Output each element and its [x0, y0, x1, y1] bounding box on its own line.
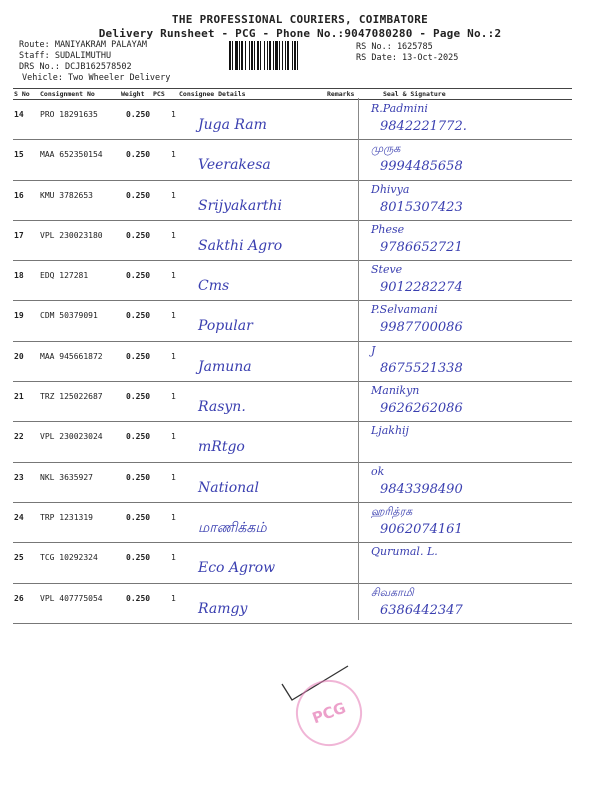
- stamp-text: PCG: [309, 698, 349, 728]
- table-row: [13, 181, 572, 221]
- row-consignment: EDQ 127281: [40, 271, 89, 281]
- handwritten-consignee: மாணிக்கம்: [198, 519, 267, 536]
- handwritten-phone: 9062074161: [380, 521, 463, 537]
- row-consignment: TRZ 125022687: [40, 392, 103, 402]
- row-weight: 0.250: [126, 593, 151, 603]
- table-row: [13, 301, 572, 341]
- table-row: [13, 382, 572, 422]
- row-pcs: 1: [171, 392, 176, 402]
- table-row: [13, 221, 572, 261]
- row-sno: 18: [14, 271, 24, 281]
- row-pcs: 1: [171, 311, 176, 321]
- barcode: [229, 41, 351, 70]
- company-title: THE PROFESSIONAL COURIERS, COIMBATORE: [171, 13, 429, 26]
- row-pcs: 1: [171, 190, 176, 200]
- barcode-bar: [298, 41, 300, 70]
- row-consignment: NKL 3635927: [40, 472, 93, 482]
- row-consignment: VPL 230023024: [40, 432, 103, 442]
- handwritten-signature: Ljakhij: [371, 424, 409, 438]
- handwritten-consignee: Ramgy: [198, 600, 248, 617]
- row-weight: 0.250: [126, 553, 151, 563]
- handwritten-phone: 8675521338: [380, 360, 463, 376]
- row-sno: 26: [14, 593, 24, 603]
- col-remarks: Remarks: [327, 90, 355, 98]
- handwritten-phone: 9626262086: [380, 401, 463, 417]
- row-weight: 0.250: [126, 150, 151, 160]
- table-header: [13, 88, 572, 100]
- route-line: Route: MANIYAKRAM PALAYAM: [19, 40, 147, 50]
- vehicle-line: Vehicle: Two Wheeler Delivery: [22, 73, 171, 83]
- handwritten-phone: 8015307423: [380, 199, 463, 215]
- row-consignment: VPL 407775054: [40, 593, 103, 603]
- row-pcs: 1: [171, 150, 176, 160]
- handwritten-phone: 6386442347: [380, 602, 463, 618]
- row-consignment: MAA 652350154: [40, 150, 103, 160]
- row-sno: 22: [14, 432, 24, 442]
- row-sno: 21: [14, 392, 24, 402]
- handwritten-consignee: Jamuna: [198, 358, 252, 375]
- row-pcs: 1: [171, 351, 176, 361]
- handwritten-consignee: National: [198, 479, 259, 496]
- row-sno: 19: [14, 311, 24, 321]
- handwritten-phone: 9012282274: [380, 280, 463, 296]
- row-consignment: TRP 1231319: [40, 512, 93, 522]
- handwritten-consignee: Veerakesa: [198, 157, 271, 174]
- handwritten-signature: Phese: [371, 222, 405, 236]
- row-consignment: CDM 50379091: [40, 311, 98, 321]
- handwritten-signature: P.Selvamani: [371, 303, 438, 317]
- handwritten-phone: 9843398490: [380, 481, 463, 497]
- table-row: [13, 584, 572, 624]
- handwritten-consignee: Popular: [198, 318, 253, 335]
- handwritten-consignee: Srijyakarthi: [198, 197, 282, 214]
- handwritten-phone: 9987700086: [380, 320, 463, 336]
- row-consignment: PRO 18291635: [40, 110, 98, 119]
- table-row: [13, 342, 572, 382]
- handwritten-signature: ok: [371, 464, 385, 478]
- row-sno: 24: [14, 512, 24, 522]
- row-sno: 16: [14, 190, 24, 200]
- table-row: [13, 100, 572, 140]
- handwritten-consignee: mRtgo: [198, 439, 245, 456]
- col-pcs: PCS: [153, 90, 165, 98]
- row-weight: 0.250: [126, 311, 151, 321]
- handwritten-phone: 9842221772.: [380, 119, 467, 134]
- row-pcs: 1: [171, 553, 176, 563]
- handwritten-consignee: Sakthi Agro: [198, 237, 283, 254]
- row-consignment: KMU 3782653: [40, 190, 93, 200]
- row-weight: 0.250: [126, 110, 151, 119]
- rs-date-line: RS Date: 13-Oct-2025: [356, 53, 459, 63]
- drs-line: DRS No.: DCJB162578502: [19, 62, 132, 72]
- handwritten-signature: முருக: [371, 142, 401, 156]
- table-row: [13, 422, 572, 462]
- row-weight: 0.250: [126, 392, 151, 402]
- col-sno: S No: [14, 90, 30, 98]
- runsheet-subtitle: Delivery Runsheet - PCG - Phone No.:9047080280 - Page No.:2: [98, 27, 502, 40]
- handwritten-signature: Dhivya: [371, 182, 410, 196]
- rs-no-line: RS No.: 1625785: [356, 42, 433, 52]
- row-pcs: 1: [171, 230, 176, 240]
- handwritten-signature: Manikyn: [371, 384, 420, 398]
- row-sno: 17: [14, 230, 24, 240]
- row-sno: 14: [14, 110, 24, 119]
- table-row: [13, 543, 572, 583]
- handwritten-signature: ஹரித்ரக: [371, 504, 413, 518]
- handwritten-consignee: Rasyn.: [198, 399, 246, 416]
- row-weight: 0.250: [126, 271, 151, 281]
- handwritten-signature: சிவகாமி: [371, 585, 414, 599]
- handwritten-signature: Steve: [371, 263, 403, 277]
- row-consignment: MAA 945661872: [40, 351, 103, 361]
- row-weight: 0.250: [126, 230, 151, 240]
- row-consignment: TCG 10292324: [40, 553, 98, 563]
- row-pcs: 1: [171, 593, 176, 603]
- row-sno: 25: [14, 553, 24, 563]
- row-sno: 20: [14, 351, 24, 361]
- col-seal: Seal & Signature: [383, 90, 446, 98]
- row-pcs: 1: [171, 512, 176, 522]
- handwritten-signature: J: [371, 343, 376, 357]
- row-weight: 0.250: [126, 472, 151, 482]
- row-pcs: 1: [171, 472, 176, 482]
- handwritten-consignee: Eco Agrow: [198, 560, 276, 577]
- row-pcs: 1: [171, 110, 176, 119]
- row-consignment: VPL 230023180: [40, 230, 103, 240]
- handwritten-consignee: Cms: [198, 278, 230, 295]
- handwritten-signature: R.Padmini: [371, 102, 428, 115]
- handwritten-phone: 9994485658: [380, 159, 463, 175]
- col-weight: Weight: [121, 90, 145, 98]
- runsheet-table: [13, 88, 572, 624]
- row-pcs: 1: [171, 432, 176, 442]
- handwritten-signature: Qurumal. L.: [371, 545, 438, 559]
- handwritten-consignee: Juga Ram: [198, 117, 267, 133]
- staff-line: Staff: SUDALIMUTHU: [19, 51, 112, 61]
- table-row: [13, 503, 572, 543]
- row-pcs: 1: [171, 271, 176, 281]
- row-weight: 0.250: [126, 190, 151, 200]
- row-weight: 0.250: [126, 432, 151, 442]
- row-sno: 15: [14, 150, 24, 160]
- col-consignment: Consignment No: [40, 90, 95, 98]
- handwritten-phone: 9786652721: [380, 239, 463, 255]
- table-row: [13, 261, 572, 301]
- col-consignee: Consignee Details: [179, 90, 246, 98]
- row-sno: 23: [14, 472, 24, 482]
- table-row: [13, 140, 572, 180]
- row-weight: 0.250: [126, 512, 151, 522]
- row-weight: 0.250: [126, 351, 151, 361]
- table-row: [13, 463, 572, 503]
- seal-column-divider: [358, 98, 359, 620]
